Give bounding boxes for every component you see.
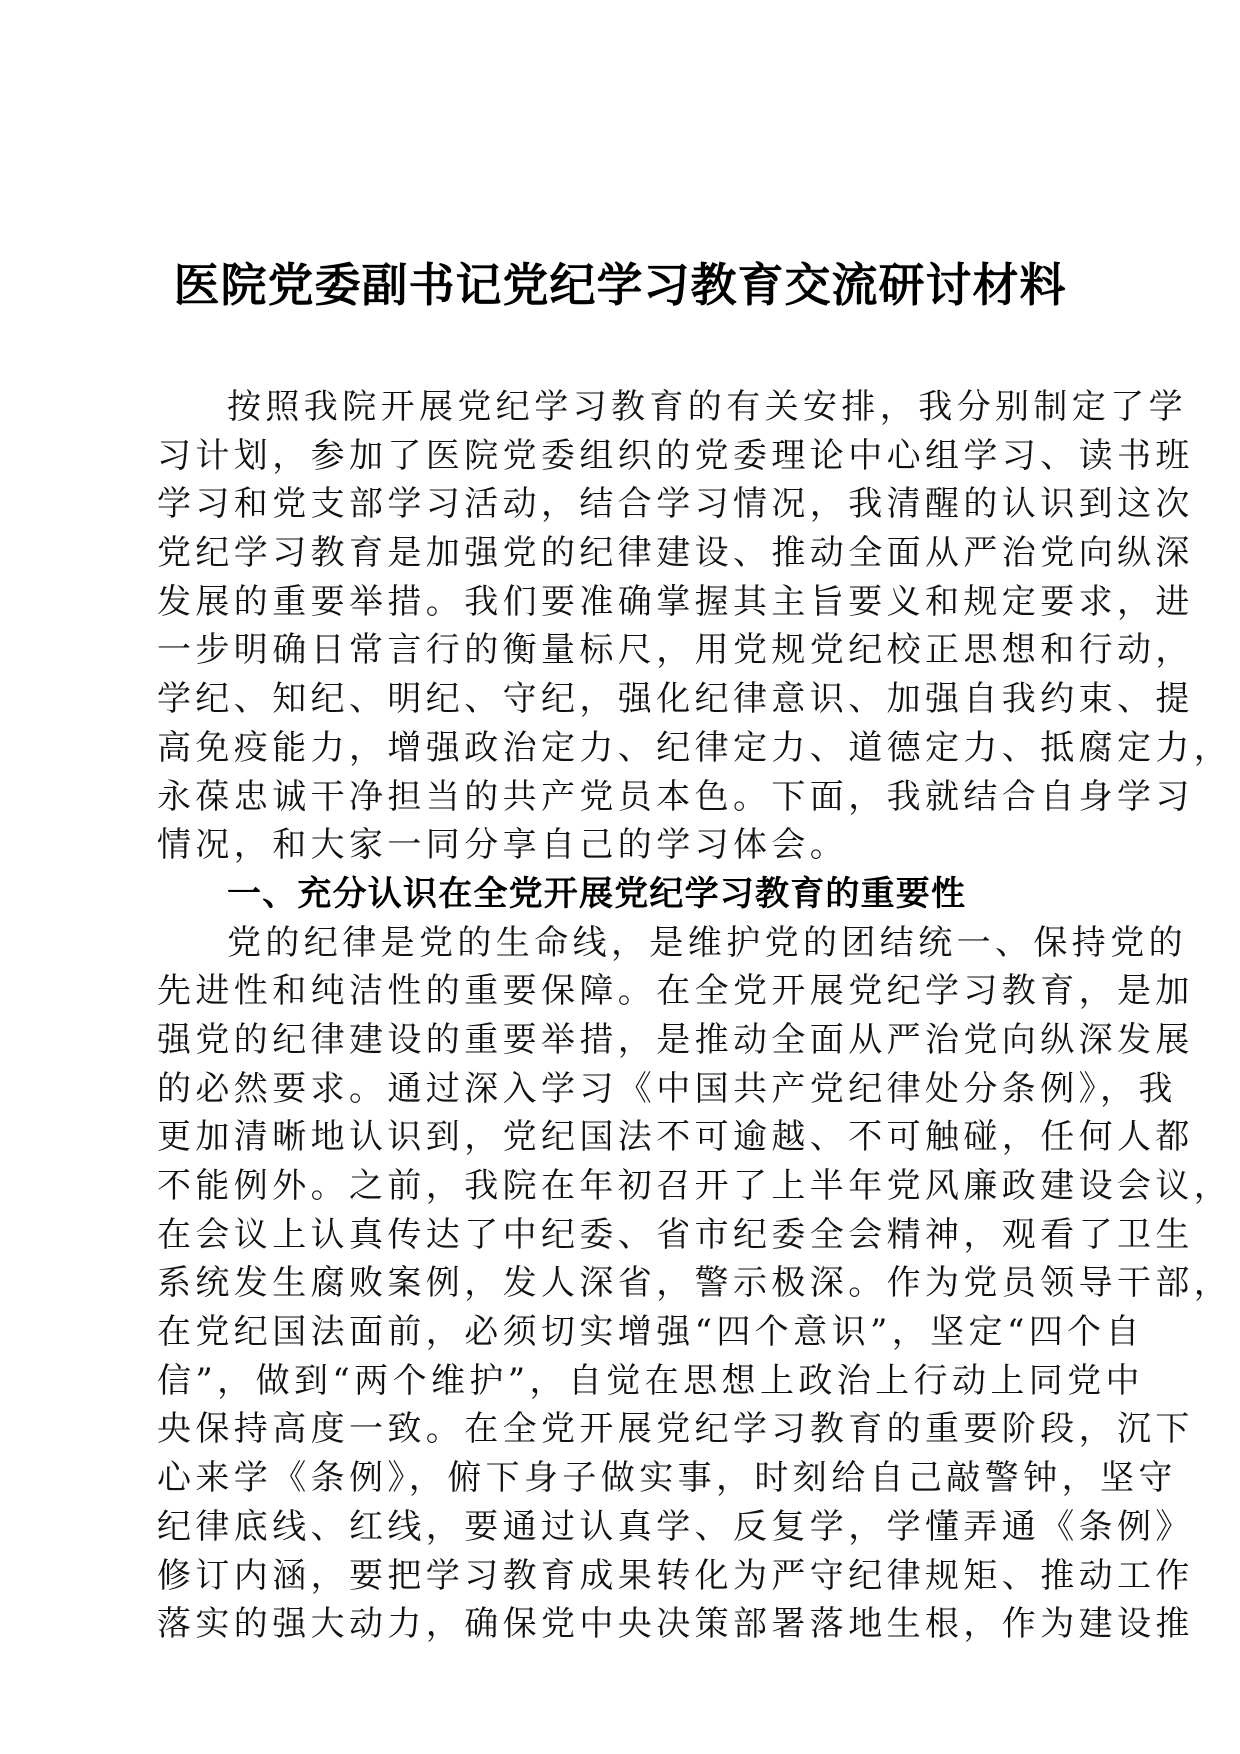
paragraph-line: 修订内涵，要把学习教育成果转化为严守纪律规矩、推动工作: [157, 1555, 1194, 1596]
document-title: 医院党委副书记党纪学习教育交流研讨材料: [173, 258, 1067, 312]
paragraph-line: 不能例外。之前，我院在年初召开了上半年党风廉政建设会议，: [157, 1166, 1233, 1206]
paragraph-line: 纪律底线、红线，要通过认真学、反复学，学懂弄通《条例》: [157, 1506, 1194, 1547]
document-body: [157, 383, 1233, 1649]
paragraph-line: 发展的重要举措。我们要准确掌握其主旨要义和规定要求，进: [157, 581, 1194, 622]
paragraph-line: 在党纪国法面前，必须切实增强“四个意识”，坚定“四个自: [157, 1312, 1144, 1353]
paragraph-line: 学习和党支部学习活动，结合学习情况，我清醒的认识到这次: [157, 484, 1194, 525]
paragraph-line: 习计划，参加了医院党委组织的党委理论中心组学习、读书班: [157, 435, 1194, 476]
paragraph-line: 的必然要求。通过深入学习《中国共产党纪律处分条例》，我: [157, 1068, 1177, 1109]
paragraph-line: 系统发生腐败案例，发人深省，警示极深。作为党员领导干部，: [157, 1263, 1233, 1304]
paragraph-line: 央保持高度一致。在全党开展党纪学习教育的重要阶段，沉下: [157, 1409, 1194, 1450]
paragraph-line: 落实的强大动力，确保党中央决策部署落地生根，作为建设推: [157, 1604, 1194, 1645]
paragraph-line: 按照我院开展党纪学习教育的有关安排，我分别制定了学: [227, 387, 1187, 427]
paragraph-line: 在会议上认真传达了中纪委、省市纪委全会精神，观看了卫生: [157, 1214, 1194, 1255]
section-heading: 一、充分认识在全党开展党纪学习教育的重要性: [227, 873, 967, 914]
paragraph-line: 更加清晰地认识到，党纪国法不可逾越、不可触碰，任何人都: [157, 1117, 1194, 1158]
paragraph-line: 情况，和大家一同分享自己的学习体会。: [157, 825, 849, 866]
paragraph-line: 高免疫能力，增强政治定力、纪律定力、道德定力、抵腐定力，: [157, 727, 1233, 768]
paragraph-line: 一步明确日常言行的衡量标尺，用党规党纪校正思想和行动，: [157, 630, 1194, 671]
paragraph-line: 党的纪律是党的生命线，是维护党的团结统一、保持党的: [227, 922, 1187, 963]
paragraph-line: 强党的纪律建设的重要举措，是推动全面从严治党向纵深发展: [157, 1019, 1194, 1060]
paragraph-line: 党纪学习教育是加强党的纪律建设、推动全面从严治党向纵深: [157, 533, 1194, 574]
paragraph-line: 信”，做到“两个维护”，自觉在思想上政治上行动上同党中: [157, 1360, 1144, 1401]
paragraph-line: 学纪、知纪、明纪、守纪，强化纪律意识、加强自我约束、提: [157, 679, 1194, 720]
paragraph-line: 永葆忠诚干净担当的共产党员本色。下面，我就结合自身学习: [157, 776, 1194, 817]
paragraph-line: 心来学《条例》，俯下身子做实事，时刻给自己敲警钟，坚守: [157, 1458, 1177, 1499]
paragraph-line: 先进性和纯洁性的重要保障。在全党开展党纪学习教育，是加: [157, 971, 1194, 1012]
